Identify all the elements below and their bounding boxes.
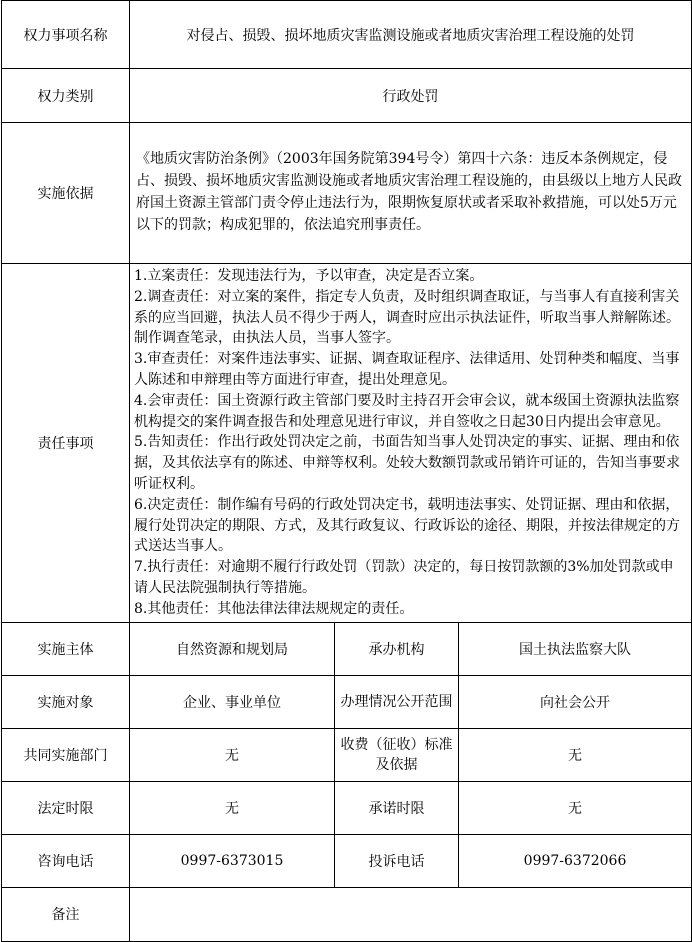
legal-time-value: 无 xyxy=(130,781,335,834)
row-basis xyxy=(2,123,692,264)
duty-item: 8.其他责任：其他法律法律法规规定的责任。 xyxy=(134,600,414,617)
duty-item: 4.会审责任：国土资源行政主管部门要及时主持召开会审会议，就本级国土资源执法监察机构提交的案件调查报告和处理意见进行审议，并自签收之日起30日内提出会审意见。 xyxy=(134,392,680,430)
row-target xyxy=(2,675,692,728)
duty-item: 3.审查责任：对案件违法事实、证据、调查取证程序、法律适用、处罚种类和幅度、当事人陈述和申辩理由等方面进行审查，提出处理意见。 xyxy=(134,351,680,388)
basis-value: 《地质灾害防治条例》（2003年国务院第394号令）第四十六条：违反本条例规定，侵占、损毁、损坏地质灾害监测设施或者地质灾害治理工程设施的，由县级以上地方人民政府国土资源主管部门责令停止违法行为，限期恢复原状或者采取补救措施，可以处5万元以下的罚款；构成犯罪的，依法追究刑事责任。 xyxy=(130,123,692,264)
subject-value: 自然资源和规划局 xyxy=(130,622,335,675)
duties-list xyxy=(130,264,692,623)
fee-standard-label: 收费（征收）标准及依据 xyxy=(335,728,459,781)
target-label: 实施对象 xyxy=(2,675,130,728)
disclosure-scope-value: 向社会公开 xyxy=(459,675,692,728)
row-phone xyxy=(2,834,692,887)
joint-dept-label: 共同实施部门 xyxy=(2,728,130,781)
row-joint xyxy=(2,728,692,781)
duty-item: 2.调查责任：对立案的案件，指定专人负责，及时组织调查取证，与当事人有直接利害关系的应当回避，执法人员不得少于两人，调查时应出示执法证件，听取当事人辩解陈述。制作调查笔录，由执法人员，当事人签字。 xyxy=(134,288,680,347)
remark-label: 备注 xyxy=(2,887,130,941)
duty-item: 1.立案责任：发现违法行为，予以审查，决定是否立案。 xyxy=(134,268,484,284)
row-remark xyxy=(2,887,692,941)
subject-label: 实施主体 xyxy=(2,622,130,675)
power-name-label: 权力事项名称 xyxy=(2,1,130,69)
promise-time-label: 承诺时限 xyxy=(335,781,459,834)
row-power-name xyxy=(2,1,692,69)
power-name-value: 对侵占、损毁、损坏地质灾害监测设施或者地质灾害治理工程设施的处罚 xyxy=(130,1,692,69)
agency-label: 承办机构 xyxy=(335,622,459,675)
duty-item: 6.决定责任：制作编有号码的行政处罚决定书，载明违法事实、处罚证据、理由和依据，履行处罚决定的期限、方式，及其行政复议、行政诉讼的途径、期限，并按法律规定的方式送达当事人。 xyxy=(134,496,680,555)
consult-phone-label: 咨询电话 xyxy=(2,834,130,887)
row-time-limit xyxy=(2,781,692,834)
category-value: 行政处罚 xyxy=(130,69,692,123)
duties-label: 责任事项 xyxy=(2,264,130,623)
remark-value xyxy=(130,887,692,941)
legal-time-label: 法定时限 xyxy=(2,781,130,834)
row-category xyxy=(2,69,692,123)
target-value: 企业、事业单位 xyxy=(130,675,335,728)
duty-item: 5.告知责任：作出行政处罚决定之前，书面告知当事人处罚决定的事实、证据、理由和依据，及其依法享有的陈述、申辩等权利。处较大数额罚款或吊销许可证的，告知当事要求听证权利。 xyxy=(134,434,680,492)
fee-standard-value: 无 xyxy=(459,728,692,781)
joint-dept-value: 无 xyxy=(130,728,335,781)
row-subject xyxy=(2,622,692,675)
basis-label: 实施依据 xyxy=(2,123,130,264)
promise-time-value: 无 xyxy=(459,781,692,834)
duty-item: 7.执行责任：对逾期不履行行政处罚（罚款）决定的，每日按罚款额的3%加处罚款或申请人民法院强制执行等措施。 xyxy=(134,559,674,596)
disclosure-scope-label: 办理情况公开范围 xyxy=(335,675,459,728)
consult-phone-value: 0997-6373015 xyxy=(130,834,335,887)
complaint-phone-label: 投诉电话 xyxy=(335,834,459,887)
row-duties xyxy=(2,264,692,623)
power-item-table xyxy=(1,0,692,942)
category-label: 权力类别 xyxy=(2,69,130,123)
agency-value: 国土执法监察大队 xyxy=(459,622,692,675)
complaint-phone-value: 0997-6372066 xyxy=(459,834,692,887)
